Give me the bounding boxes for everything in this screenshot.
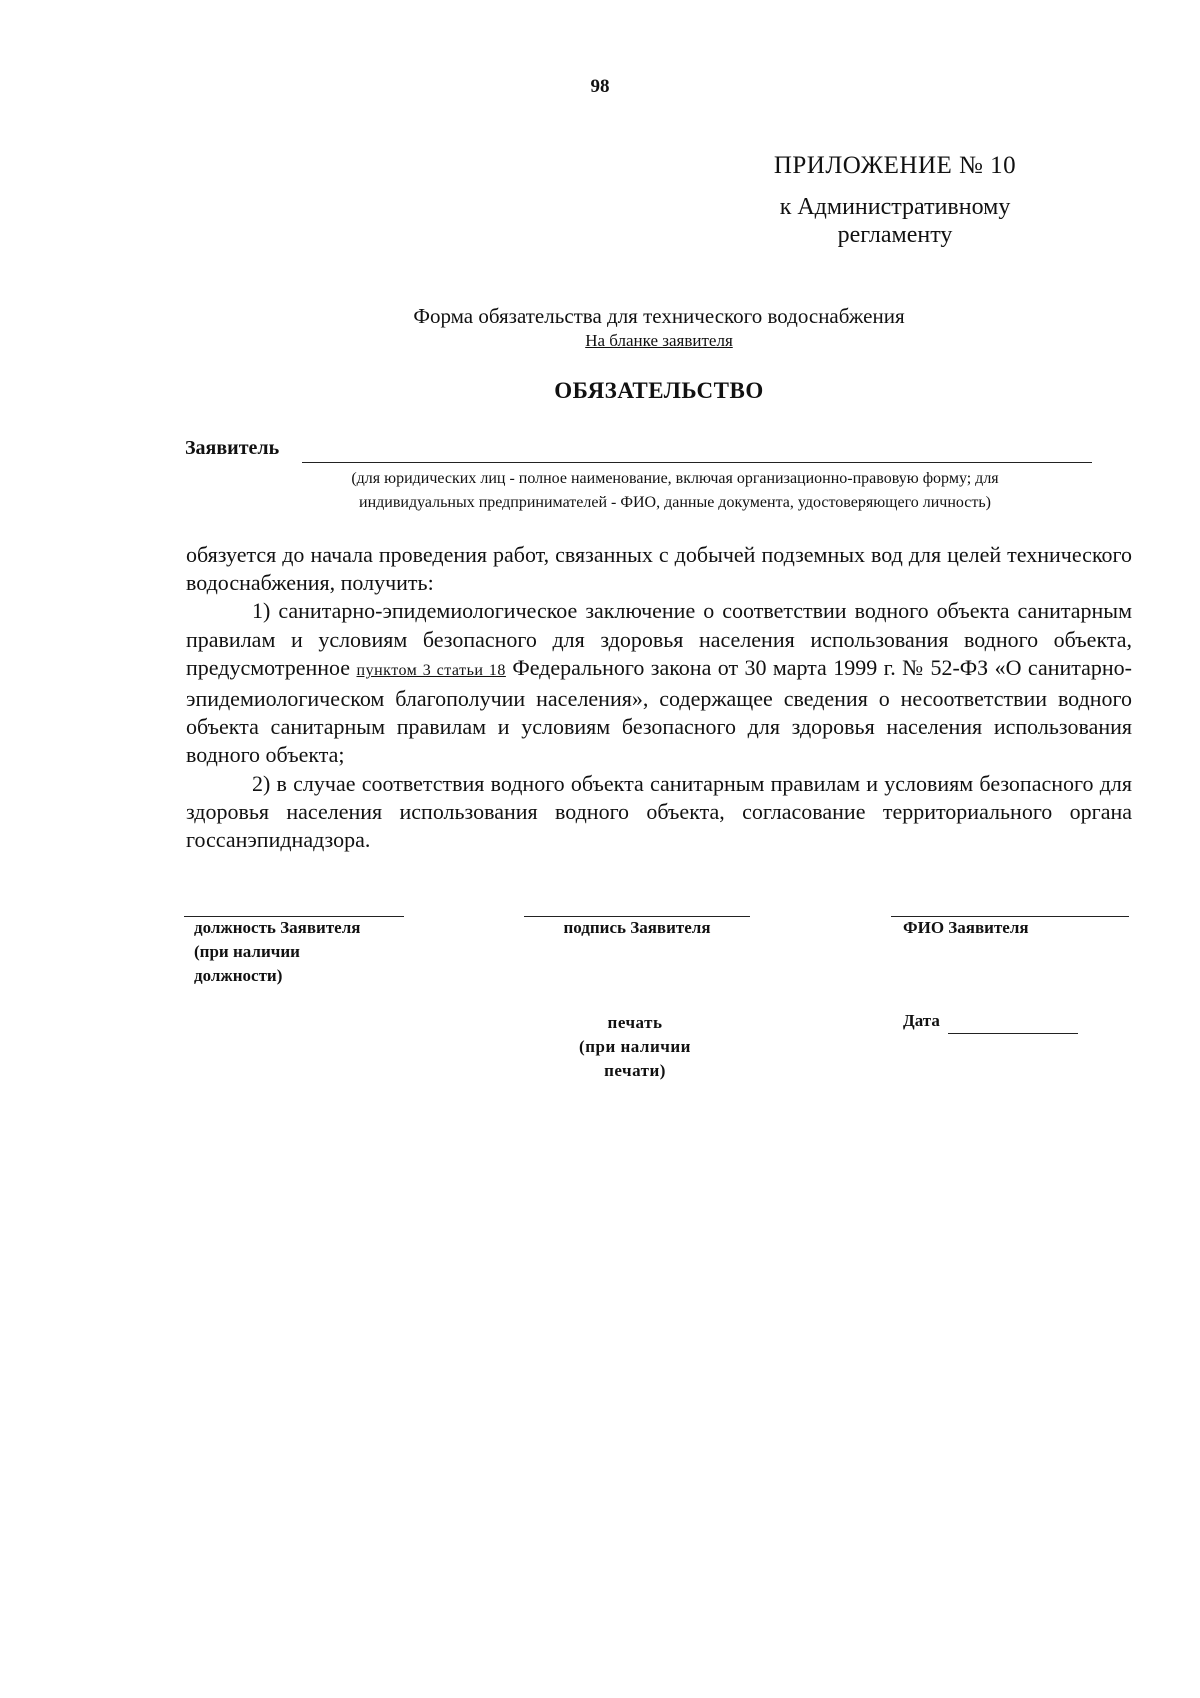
item1-text-part2: Федерального закона от 30 марта 1999 г. № 52-ФЗ «О санитарно-эпидемиологическом благополучии населения», содержащее сведения о несоответствии водного объекта санитарным правилам и условиям безопасного для здоровья населения использования водного объекта;	[186, 654, 1132, 768]
position-label-line1: должность Заявителя	[194, 918, 361, 937]
appendix-reference-line2: регламенту	[837, 222, 953, 248]
seal-label-line2: (при наличии	[579, 1037, 691, 1056]
applicant-fill-line	[302, 462, 1092, 463]
seal-label-line1: печать	[607, 1013, 663, 1032]
page-number: 98	[590, 76, 610, 97]
obligation-intro: обязуется до начала проведения работ, связанных с добычей подземных вод для целей технического водоснабжения, получить:	[186, 542, 1132, 596]
seal-label-line3: печати)	[604, 1061, 666, 1080]
appendix-reference	[700, 193, 1090, 249]
appendix-title: ПРИЛОЖЕНИЕ № 10	[773, 152, 1017, 179]
position-label	[194, 916, 434, 988]
full-name-label: ФИО Заявителя	[903, 918, 1029, 937]
seal-label	[540, 1011, 730, 1083]
blank-note-text: На бланке заявителя	[585, 331, 733, 350]
date-label: Дата	[903, 1011, 940, 1030]
signature-label: подпись Заявителя	[563, 918, 711, 937]
applicant-note-line1: (для юридических лиц - полное наименование, включая организационно-правовую форму; для	[351, 470, 999, 487]
document-title: ОБЯЗАТЕЛЬСТВО	[554, 378, 764, 403]
obligation-body	[186, 541, 1132, 854]
item1-text-part1: 1) санитарно-эпидемиологическое заключение о соответствии водного объекта санитарным правилам и условиям безопасного для здоровья населения использования водного объекта, предусмотренное	[186, 598, 1132, 680]
blank-note	[0, 331, 1200, 351]
applicant-note	[210, 467, 1140, 515]
form-title: Форма обязательства для технического водоснабжения	[413, 304, 905, 328]
position-label-line3: должности)	[194, 966, 283, 985]
appendix-reference-line1: к Административному	[779, 194, 1011, 220]
law-article-link[interactable]: пунктом 3 статьи 18	[356, 661, 506, 679]
date-fill-line	[948, 1033, 1078, 1034]
obligation-item-2: 2) в случае соответствия водного объекта санитарным правилам и условиям безопасного для здоровья населения использования водного объекта, согласование территориального органа госсанэпиднадзора.	[186, 770, 1132, 853]
applicant-note-line2: индивидуальных предпринимателей - ФИО, данные документа, удостоверяющего личность)	[359, 494, 991, 511]
applicant-label: Заявитель	[185, 437, 280, 459]
obligation-item-1	[186, 597, 1132, 769]
position-label-line2: (при наличии	[194, 942, 300, 961]
